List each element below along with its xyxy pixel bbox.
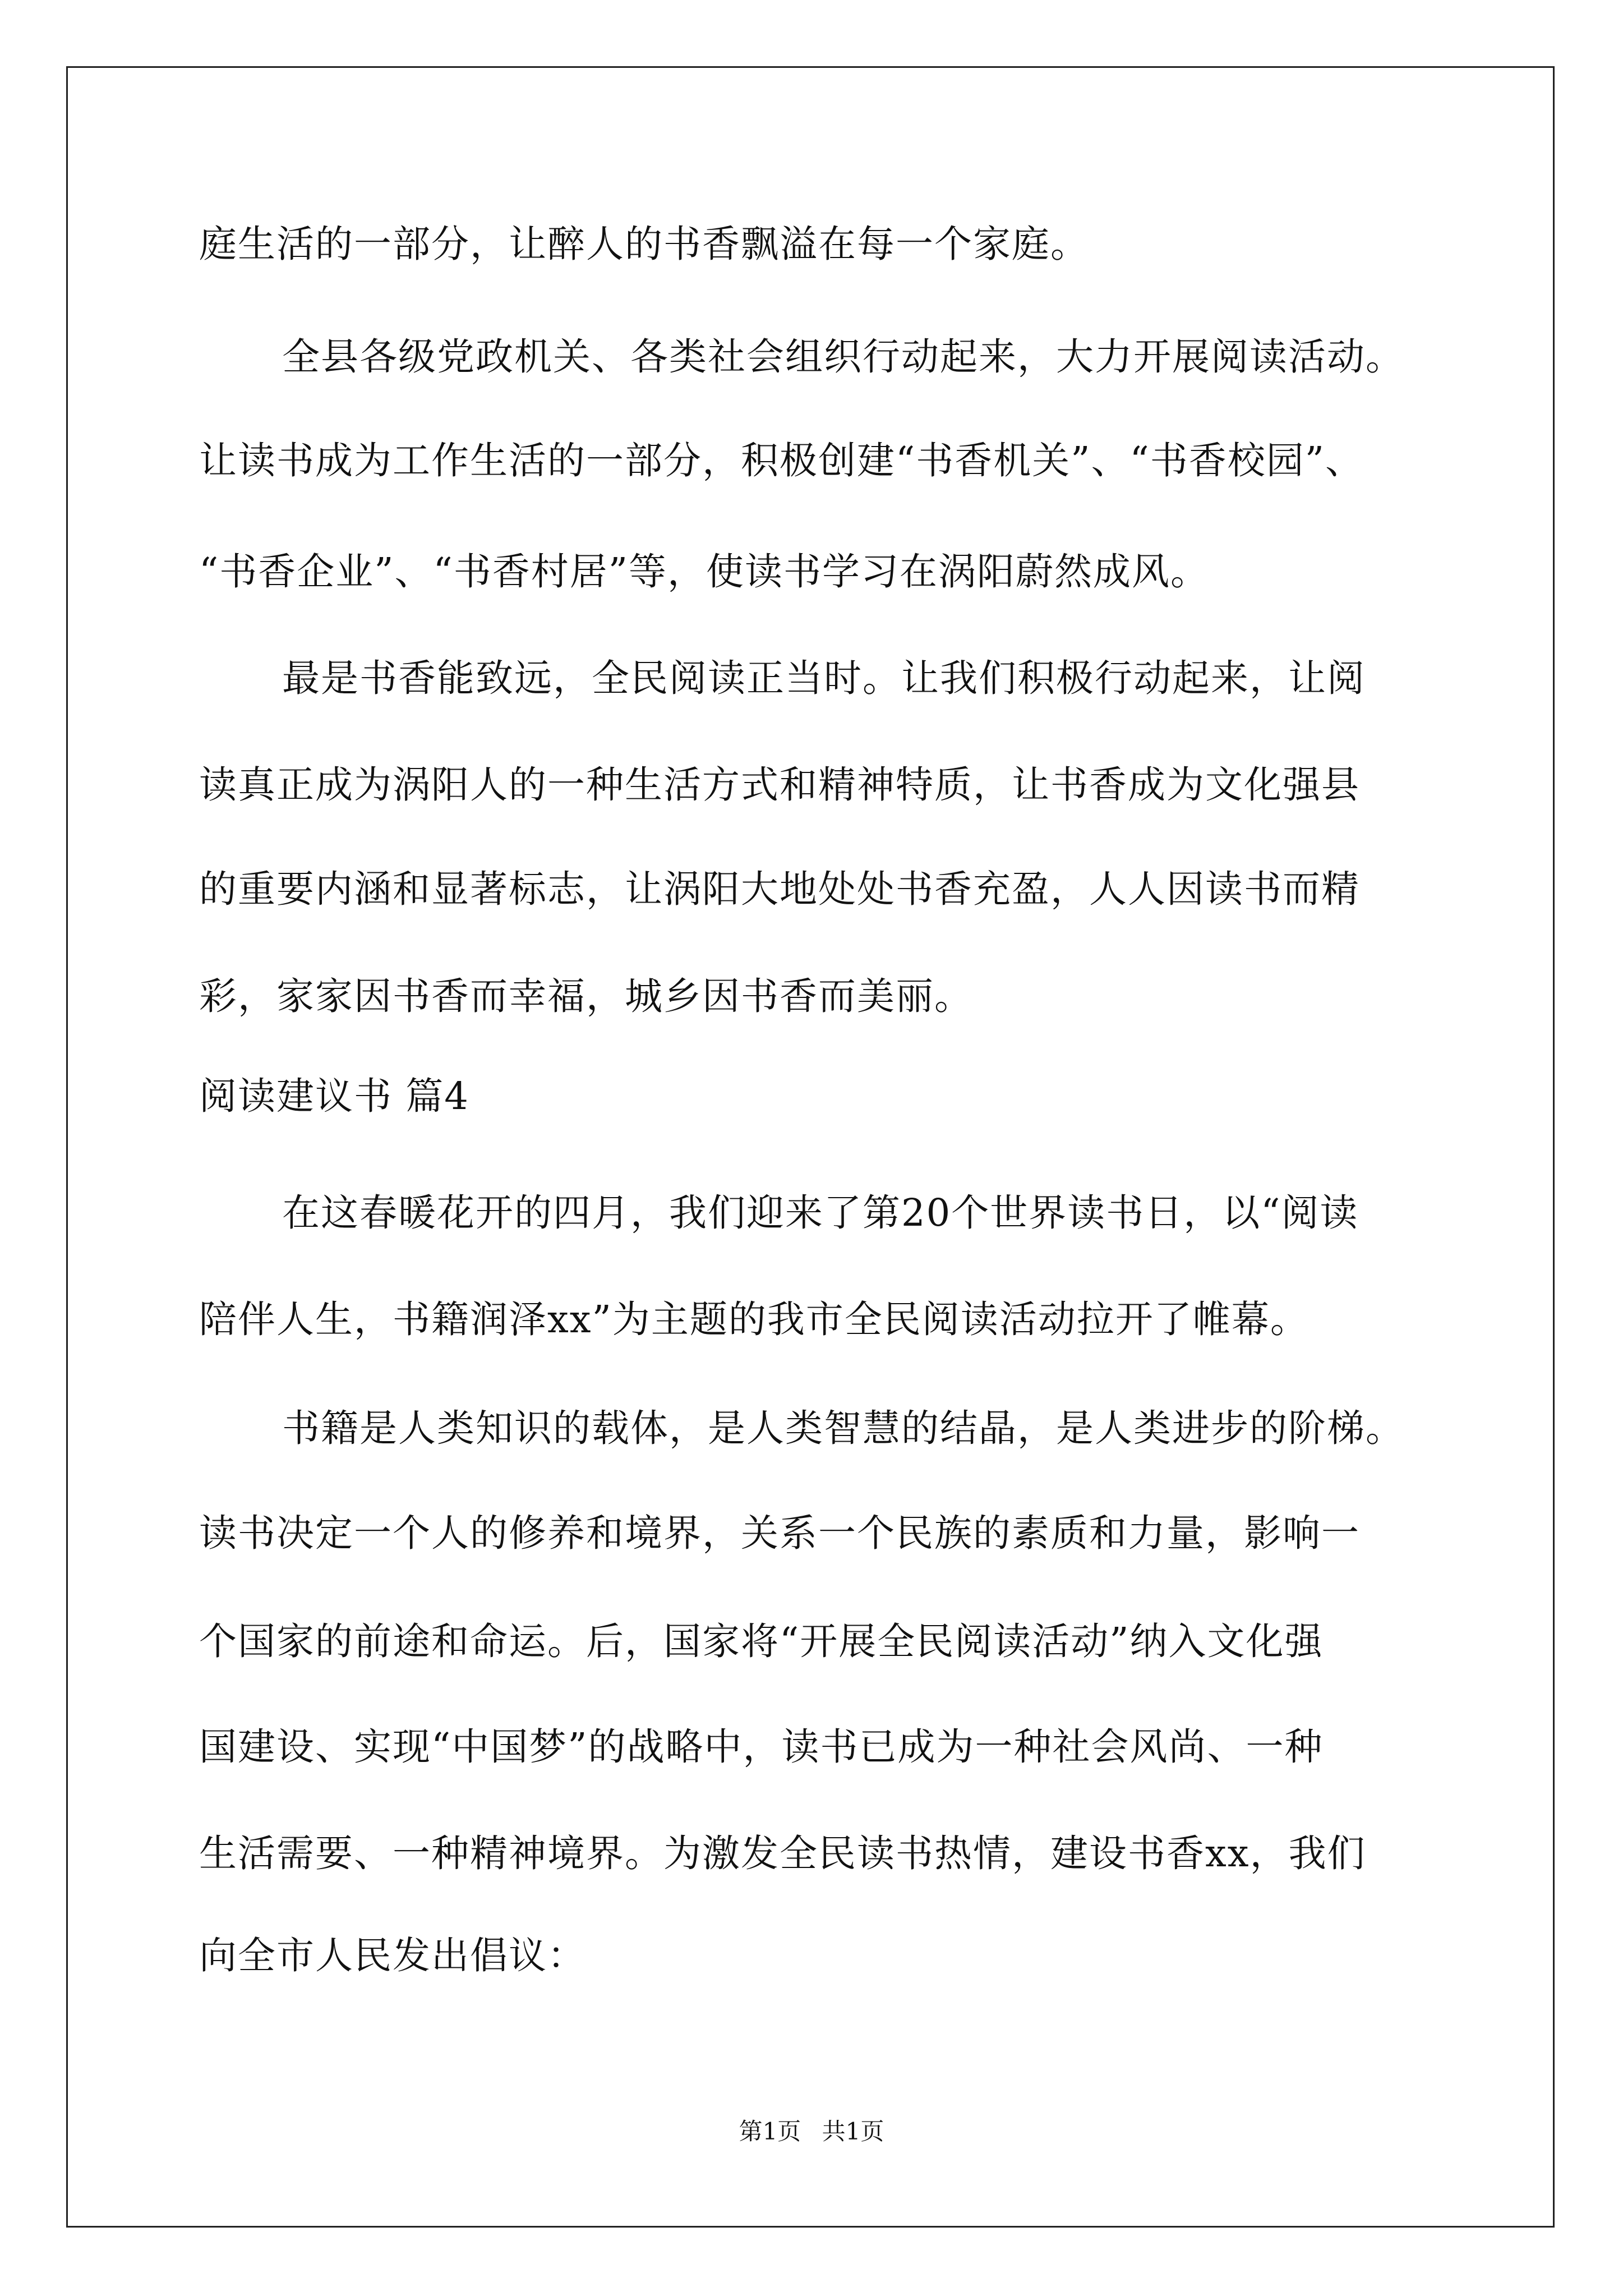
paragraph-line: 庭生活的一部分，让醉人的书香飘溢在每一个家庭。 — [199, 222, 1089, 266]
section-heading: 阅读建议书 篇4 — [199, 1074, 469, 1118]
paragraph-line: 全县各级党政机关、各类社会组织行动起来，大力开展阅读活动。 — [282, 335, 1404, 379]
page-number: 第1页 — [739, 2118, 801, 2145]
page-border — [66, 66, 1555, 2228]
paragraph-line: 读书决定一个人的修养和境界，关系一个民族的素质和力量，影响一 — [199, 1511, 1360, 1555]
paragraph-line: 在这春暖花开的四月，我们迎来了第20个世界读书日，以“阅读 — [282, 1191, 1359, 1235]
page-footer — [0, 2118, 1623, 2146]
paragraph-line: 彩，家家因书香而幸福，城乡因书香而美丽。 — [199, 974, 973, 1018]
paragraph-line: 陪伴人生，书籍润泽xx”为主题的我市全民阅读活动拉开了帷幕。 — [199, 1297, 1309, 1341]
paragraph-line: 国建设、实现“中国梦”的战略中，读书已成为一种社会风尚、一种 — [199, 1725, 1324, 1769]
paragraph-line: 书籍是人类知识的载体，是人类智慧的结晶，是人类进步的阶梯。 — [282, 1406, 1404, 1450]
paragraph-line: 个国家的前途和命运。后，国家将“开展全民阅读活动”纳入文化强 — [199, 1619, 1324, 1663]
paragraph-line: 生活需要、一种精神境界。为激发全民读书热情，建设书香xx，我们 — [199, 1832, 1366, 1875]
paragraph-line: 读真正成为涡阳人的一种生活方式和精神特质，让书香成为文化强县 — [199, 763, 1360, 807]
page-total: 共1页 — [822, 2118, 884, 2145]
paragraph-line: “书香企业”、“书香村居”等，使读书学习在涡阳蔚然成风。 — [199, 550, 1210, 593]
paragraph-line: 最是书香能致远，全民阅读正当时。让我们积极行动起来，让阅 — [282, 656, 1366, 700]
paragraph-line: 的重要内涵和显著标志，让涡阳大地处处书香充盈，人人因读书而精 — [199, 867, 1360, 911]
paragraph-line: 让读书成为工作生活的一部分，积极创建“书香机关”、“书香校园”、 — [199, 439, 1364, 482]
paragraph-line: 向全市人民发出倡议： — [199, 1934, 586, 1977]
